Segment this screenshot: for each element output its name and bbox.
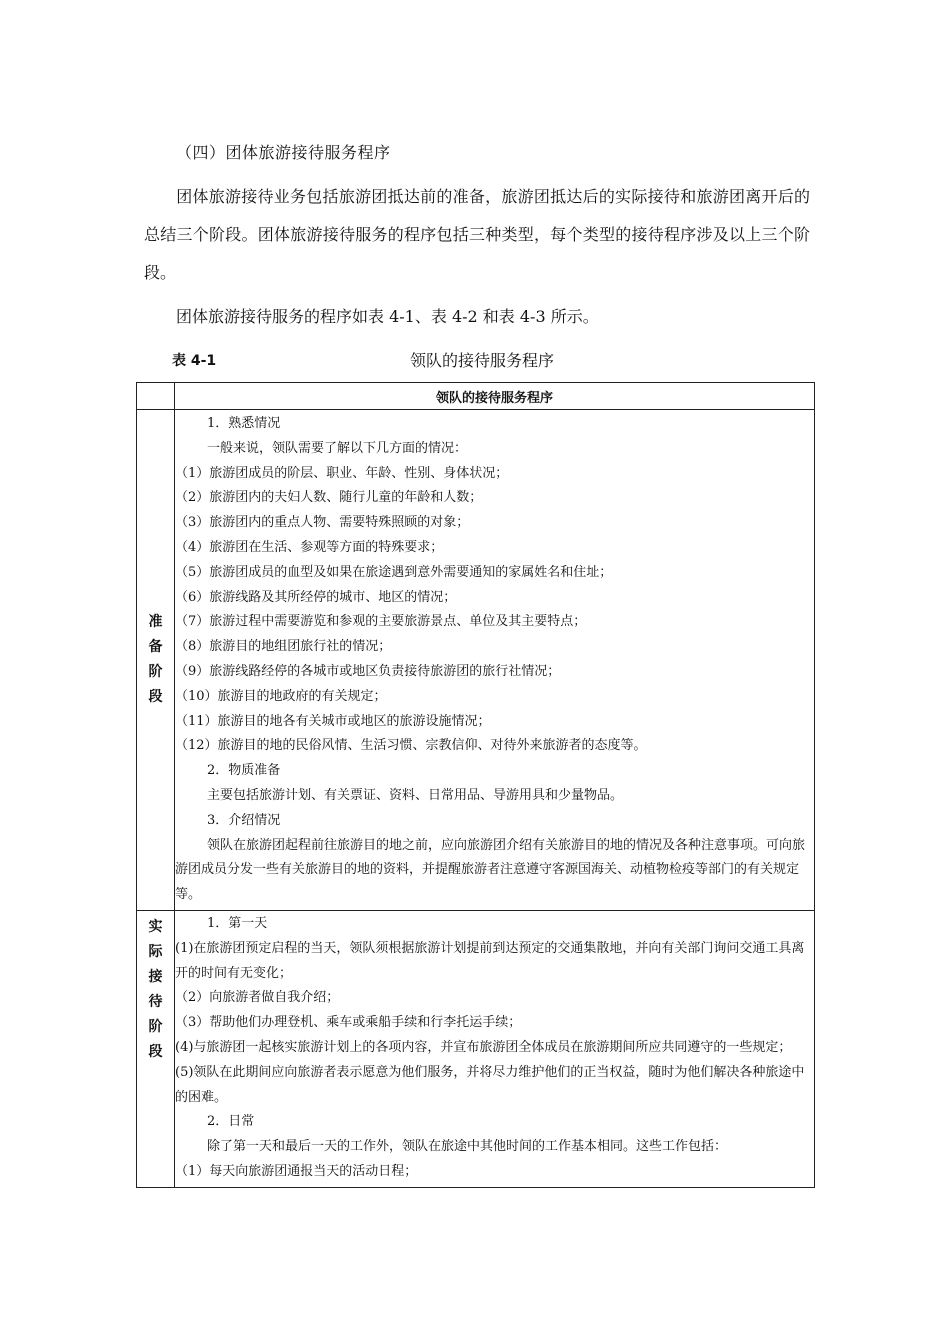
stage-char: 备 xyxy=(148,638,163,655)
list-item: (4)与旅游团一起核实旅游计划上的各项内容，并宣布旅游团全体成员在旅游期间所应共同遵守的一些规定； xyxy=(175,1039,792,1055)
content-line: 除了第一天和最后一天的工作外，领队在旅途中其他时间的工作基本相同。这些工作包括： xyxy=(207,1139,728,1155)
preparation-stage-row xyxy=(137,410,815,911)
list-item: （3）帮助他们办理登机、乘车或乘船手续和行李托运手续； xyxy=(175,1015,522,1031)
preparation-stage-content xyxy=(175,410,815,911)
list-item: （2）向旅游者做自我介绍； xyxy=(175,990,340,1006)
table-header: 领队的接待服务程序 xyxy=(175,383,815,410)
subheading: 1．第一天 xyxy=(207,915,268,931)
list-item: （6）旅游线路及其所经停的城市、地区的情况； xyxy=(175,589,457,605)
subheading: 1．熟悉情况 xyxy=(207,416,281,431)
list-item: (1)在旅游团预定启程的当天，领队须根据旅游计划提前到达预定的交通集散地，并向有关部门询问交通工具离开的时间有无变化； xyxy=(175,940,805,981)
list-item: （2）旅游团内的夫妇人数、随行儿童的年龄和人数； xyxy=(175,490,483,506)
list-item: （7）旅游过程中需要游览和参观的主要旅游景点、单位及其主要特点； xyxy=(175,614,587,630)
table-number: 表 4-1 xyxy=(172,353,217,369)
preparation-stage-label xyxy=(137,410,175,911)
subheading: 2．物质准备 xyxy=(207,763,281,779)
content-line: 主要包括旅游计划、有关票证、资料、日常用品、导游用具和少量物品。 xyxy=(207,787,624,803)
stage-char: 实 xyxy=(148,918,163,935)
stage-char: 准 xyxy=(148,613,163,630)
table-header-row xyxy=(137,383,815,410)
header-blank-cell xyxy=(137,383,175,410)
stage-char: 际 xyxy=(148,943,163,960)
list-item: （5）旅游团成员的血型及如果在旅途遇到意外需要通知的家属姓名和住址； xyxy=(175,564,613,580)
list-item: （8）旅游目的地组团旅行社的情况； xyxy=(175,639,392,655)
actual-reception-stage-row xyxy=(137,910,815,1187)
table-reference-text: 团体旅游接待服务的程序如表 4-1、表 4-2 和表 4-3 所示。 xyxy=(176,307,599,326)
list-item: （4）旅游团在生活、参观等方面的特殊要求； xyxy=(175,539,444,555)
list-item: （10）旅游目的地政府的有关规定； xyxy=(175,688,387,704)
intro-paragraph xyxy=(144,178,810,292)
list-item: （12）旅游目的地的民俗风情、生活习惯、宗教信仰、对待外来旅游者的态度等。 xyxy=(175,738,647,754)
list-item: （11）旅游目的地各有关城市或地区的旅游设施情况； xyxy=(175,713,491,729)
stage-char: 段 xyxy=(148,688,163,705)
procedure-table xyxy=(136,382,815,1188)
actual-reception-stage-content xyxy=(175,910,815,1187)
stage-char: 阶 xyxy=(148,1018,163,1035)
intro-paragraph-text: 团体旅游接待业务包括旅游团抵达前的准备，旅游团抵达后的实际接待和旅游团离开后的总结三个阶段。团体旅游接待服务的程序包括三种类型，每个类型的接待程序涉及以上三个阶段。 xyxy=(144,187,810,282)
subheading: 3．介绍情况 xyxy=(207,812,281,828)
list-item: （3）旅游团内的重点人物、需要特殊照顾的对象； xyxy=(175,515,470,531)
list-item: （1）旅游团成员的阶层、职业、年龄、性别、身体状况； xyxy=(175,465,509,481)
section-title: （四）团体旅游接待服务程序 xyxy=(176,143,391,162)
stage-char: 段 xyxy=(148,1043,163,1060)
table-caption: 领队的接待服务程序 xyxy=(410,351,555,370)
list-item: （9）旅游线路经停的各城市或地区负责接待旅游团的旅行社情况； xyxy=(175,663,561,679)
stage-char: 接 xyxy=(148,968,163,985)
stage-char: 待 xyxy=(148,993,163,1010)
stage-char: 阶 xyxy=(148,663,163,680)
list-item: （1）每天向旅游团通报当天的活动日程； xyxy=(175,1163,418,1179)
content-paragraph: 领队在旅游团起程前往旅游目的地之前，应向旅游团介绍有关旅游目的地的情况及各种注意事项。可向旅游团成员分发一些有关旅游目的地的资料，并提醒旅游者注意遵守客源国海关、动植物检疫等部门的有关规定等。 xyxy=(175,837,806,903)
subheading: 2．日常 xyxy=(207,1114,255,1130)
table-reference-paragraph xyxy=(144,298,810,336)
actual-reception-stage-label xyxy=(137,910,175,1187)
list-item: (5)领队在此期间应向旅游者表示愿意为他们服务，并将尽力维护他们的正当权益，随时为他们解决各种旅途中的困难。 xyxy=(175,1064,805,1105)
content-line: 一般来说，领队需要了解以下几方面的情况： xyxy=(207,440,468,456)
